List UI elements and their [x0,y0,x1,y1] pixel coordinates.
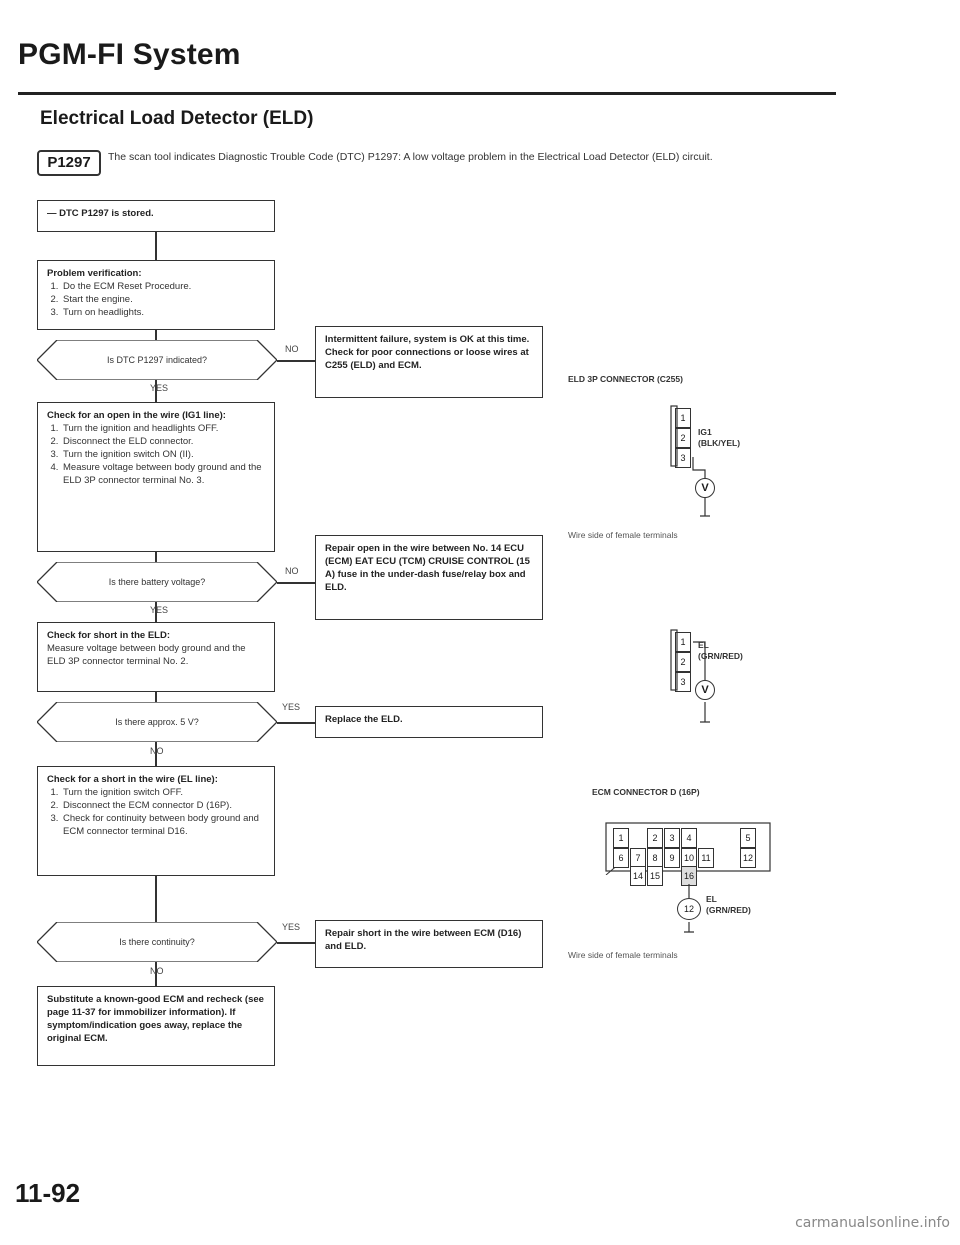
problem-step: 3. Turn on headlights. [61,306,265,319]
ecm-pin-callout: 12 [677,898,701,920]
eld-volt-circuit-1 [670,398,750,528]
short-wire-step: 2. Disconnect the ECM connector D (16P). [61,799,265,812]
flow-start-text: — DTC P1297 is stored. [47,208,154,219]
ecm-pin: 4 [681,828,697,848]
branch-yes-label: YES [282,702,301,712]
el-wire-label: EL (GRN/RED) [698,640,743,661]
short-wire-step: 3. Check for continuity between body ground and ECM connector terminal D16. [61,812,265,838]
branch-no-label: NO [285,344,299,354]
short-wire-step: 1. Turn the ignition switch OFF. [61,786,265,799]
connector-line [155,232,157,260]
eld-pin-1: 1 [675,408,691,428]
open-check-step: 4. Measure voltage between body ground and the ELD 3P connector terminal No. 3. [61,461,265,487]
ecm-pin: 1 [613,828,629,848]
connector-line [155,552,157,562]
connector-caption: Wire side of female terminals [568,950,678,960]
eld-pin-1: 1 [675,632,691,652]
connector-line [277,942,315,944]
eld-pin-2: 2 [675,652,691,672]
ecm-pin: 2 [647,828,663,848]
eld-connector-title: ELD 3P CONNECTOR (C255) [568,374,683,384]
open-check-step: 3. Turn the ignition switch ON (II). [61,448,265,461]
connector-line [277,722,315,724]
ecm-pin: 5 [740,828,756,848]
decision-q3-text: Is there approx. 5 V? [115,717,199,727]
branch-yes-label: YES [150,383,169,393]
short-eld-box [37,622,275,692]
connector-line [155,692,157,702]
header-rule [18,92,836,95]
substitute-ecm-box [37,986,275,1066]
ecm-pin: 3 [664,828,680,848]
watermark: carmanualsonline.info [795,1215,950,1231]
repair-short-text: Repair short in the wire between ECM (D16) and ELD. [325,928,522,952]
connector-line [155,876,157,922]
voltmeter-icon: V [695,478,715,498]
open-check-step: 2. Disconnect the ELD connector. [61,435,265,448]
substitute-ecm-text: Substitute a known-good ECM and recheck (see page 11-37 for immobilizer information). If symptom/indication goes away, replace the original ECM. [47,994,264,1044]
connector-line [155,330,157,340]
problem-verification-box [37,260,275,330]
open-check-box [37,402,275,552]
ecm-pin: 10 [681,848,697,868]
branch-no-label: NO [150,966,164,976]
problem-step: 2. Start the engine. [61,293,265,306]
short-wire-title: Check for a short in the wire (EL line): [47,774,218,785]
ecm-pin: 14 [630,866,646,886]
ecm-pin: 11 [698,848,714,868]
ecm-pin: 12 [740,848,756,868]
page-number: 11-92 [15,1178,81,1208]
short-eld-title: Check for short in the ELD: [47,630,170,641]
intermittent-box [315,326,543,398]
repair-short-box [315,920,543,968]
dtc-description: The scan tool indicates Diagnostic Trouble Code (DTC) P1297: A low voltage problem in the Electrical Load Detector (ELD) circuit. [108,151,713,163]
intermittent-text: Intermittent failure, system is OK at this time. Check for poor connections or loose wires at C255 (ELD) and ECM. [325,334,530,371]
eld-pin-3: 3 [675,672,691,692]
repair-open-text: Repair open in the wire between No. 14 ECU (ECM) EAT ECU (TCM) CRUISE CONTROL (15 A) fuse in the under-dash fuse/relay box and ELD. [325,543,530,593]
decision-q2-text: Is there battery voltage? [108,577,206,587]
branch-no-label: NO [285,566,299,576]
decision-q4-text: Is there continuity? [119,937,195,947]
replace-eld-text: Replace the ELD. [325,714,403,725]
ecm-pin: 9 [664,848,680,868]
dtc-code-badge: P1297 [37,150,101,176]
ecm-pin: 8 [647,848,663,868]
connector-caption: Wire side of female terminals [568,530,678,540]
ecm-el-wire-label: EL (GRN/RED) [706,894,751,915]
branch-yes-label: YES [282,922,301,932]
section-title: Electrical Load Detector (ELD) [40,108,314,129]
ecm-pin: 6 [613,848,629,868]
ecm-pin-highlighted: 16 [681,866,697,886]
problem-title: Problem verification: [47,268,142,279]
eld-pin-2: 2 [675,428,691,448]
open-check-title: Check for an open in the wire (IG1 line): [47,410,226,421]
replace-eld-box [315,706,543,738]
decision-q1-text: Is DTC P1297 indicated? [106,355,208,365]
problem-step: 1. Do the ECM Reset Procedure. [61,280,265,293]
ecm-pin: 15 [647,866,663,886]
eld-pin-3: 3 [675,448,691,468]
page-title: PGM-FI System [18,38,241,71]
ecm-connector-title: ECM CONNECTOR D (16P) [592,787,700,797]
voltmeter-icon: V [695,680,715,700]
ig1-wire-label: IG1 (BLK/YEL) [698,427,741,448]
branch-no-label: NO [150,746,164,756]
short-wire-box [37,766,275,876]
connector-line [277,582,315,584]
branch-yes-label: YES [150,605,169,615]
flow-start-box [37,200,275,232]
connector-line [277,360,315,362]
open-check-step: 1. Turn the ignition and headlights OFF. [61,422,265,435]
short-eld-body: Measure voltage between body ground and the ELD 3P connector terminal No. 2. [47,643,246,667]
ecm-pin: 7 [630,848,646,868]
repair-open-box [315,535,543,620]
